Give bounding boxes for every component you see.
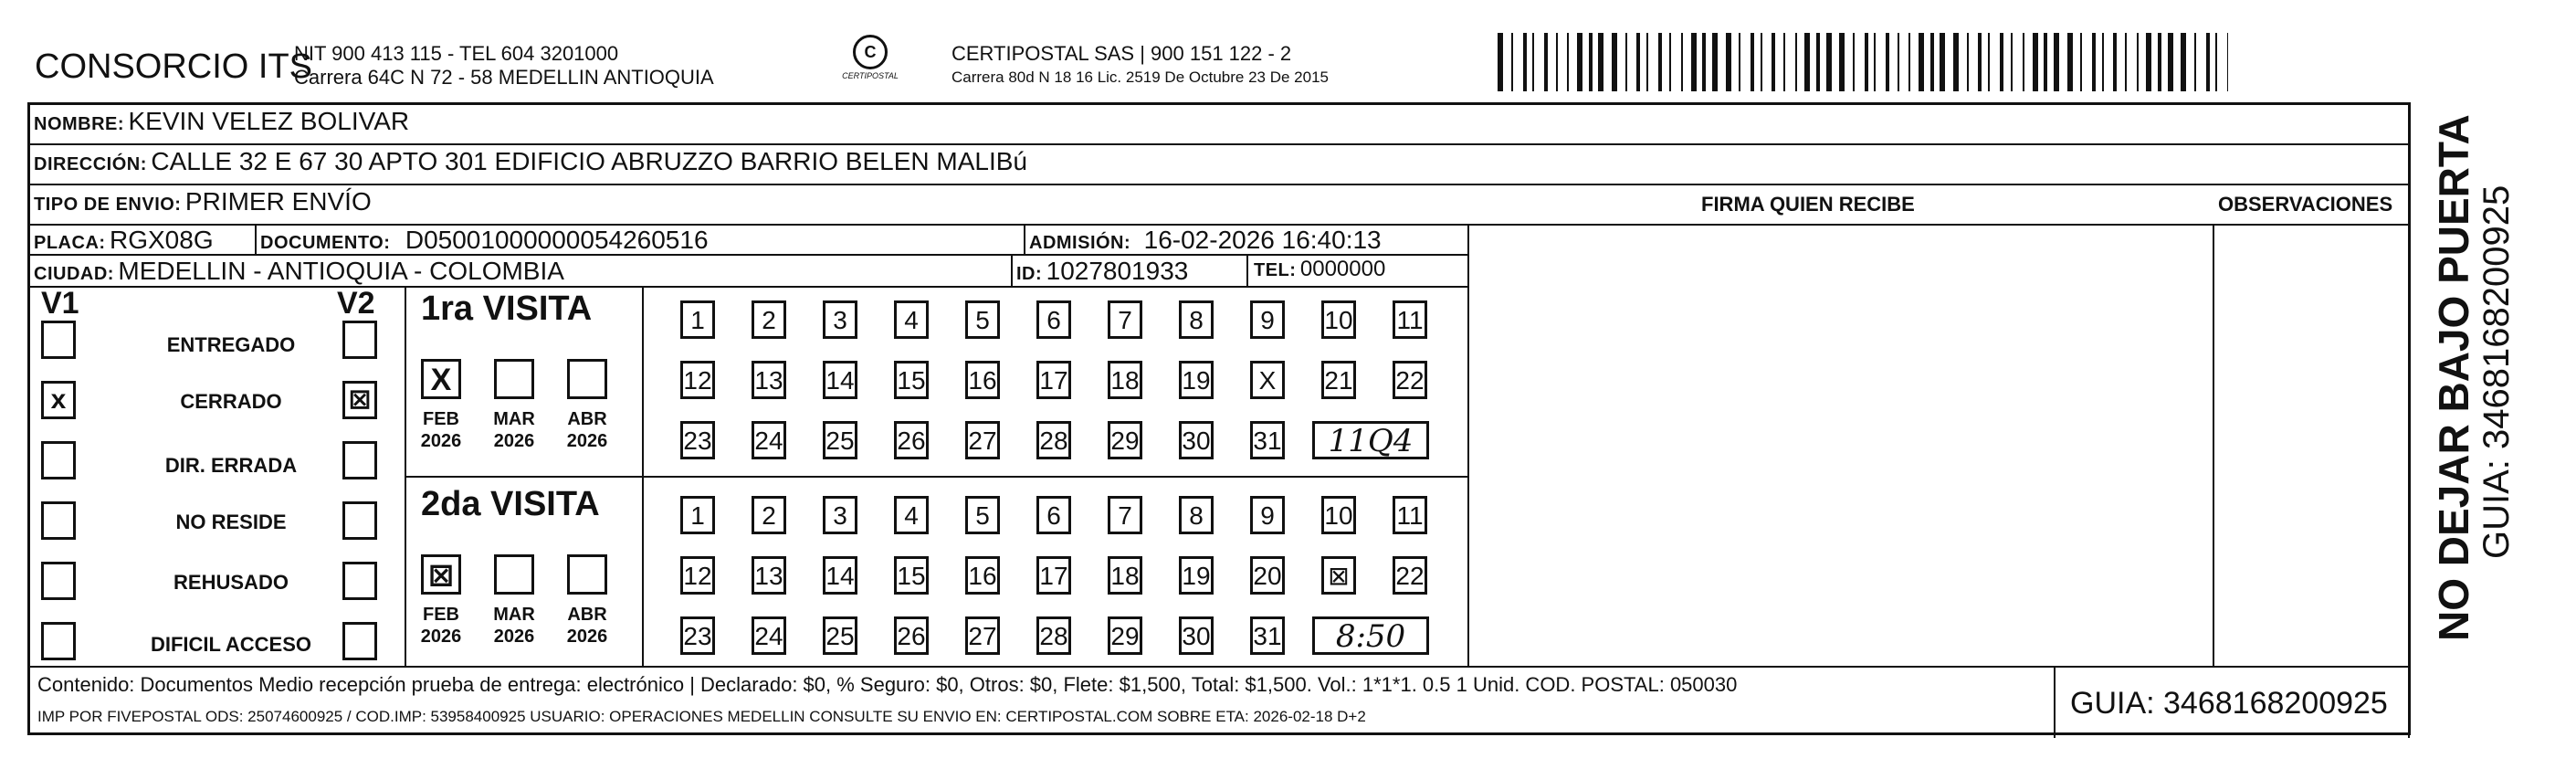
visit2-day-box[interactable]: 6: [1036, 496, 1071, 534]
visit2-day-box[interactable]: 7: [1108, 496, 1142, 534]
v1-entregado-checkbox[interactable]: [41, 321, 76, 359]
form-frame: [27, 102, 2411, 735]
visit2-month-abr-box[interactable]: [567, 554, 607, 595]
visit2-day-box[interactable]: 27: [965, 616, 1000, 655]
visit2-day-box[interactable]: 2: [752, 496, 786, 534]
logo-text: CERTIPOSTAL: [842, 71, 899, 80]
visit1-day-box[interactable]: 1: [680, 300, 715, 339]
admision-field: [1029, 226, 1382, 255]
tipo-envio-row: [34, 187, 372, 216]
visit2-day-box[interactable]: 25: [823, 616, 857, 655]
visit2-day-box[interactable]: 26: [894, 616, 929, 655]
visit1-day-box[interactable]: 21: [1321, 361, 1356, 399]
placa-field: [34, 226, 214, 255]
visit1-day-box[interactable]: 28: [1036, 421, 1071, 459]
barcode-icon: [1498, 33, 2228, 91]
v2-rehusado-checkbox[interactable]: [342, 562, 377, 600]
visit1-day-box[interactable]: 25: [823, 421, 857, 459]
courier-info: [952, 42, 1329, 90]
visit1-day-box[interactable]: 7: [1108, 300, 1142, 339]
visit1-day-box[interactable]: 29: [1108, 421, 1142, 459]
visit1-day-box[interactable]: 6: [1036, 300, 1071, 339]
visit1-day-box[interactable]: 3: [823, 300, 857, 339]
tel-field: [1254, 257, 1385, 282]
visit2-day-box[interactable]: 29: [1108, 616, 1142, 655]
option-cerrado: CERRADO: [180, 390, 282, 413]
option-dir-errada: DIR. ERRADA: [164, 454, 298, 477]
option-entregado: ENTREGADO: [166, 333, 296, 356]
visit1-day-box[interactable]: 19: [1179, 361, 1214, 399]
company-name: CONSORCIO ITS: [35, 47, 313, 86]
visit1-day-box[interactable]: 8: [1179, 300, 1214, 339]
visit2-day-box[interactable]: 11: [1393, 496, 1427, 534]
tipo-envio-value: PRIMER ENVÍO: [184, 187, 372, 216]
tipo-envio-label: TIPO DE ENVIO:: [34, 195, 182, 215]
v1-dir-errada-checkbox[interactable]: [41, 441, 76, 479]
visit1-day-box[interactable]: 4: [894, 300, 929, 339]
nombre-label: NOMBRE:: [34, 114, 125, 134]
visit1-day-box[interactable]: 10: [1321, 300, 1356, 339]
visit2-day-box[interactable]: ⊠: [1321, 556, 1356, 595]
direccion-label: DIRECCIÓN:: [34, 154, 147, 174]
visit1-day-box[interactable]: X: [1250, 361, 1285, 399]
visit2-day-box[interactable]: 4: [894, 496, 929, 534]
visit1-month-feb-box[interactable]: X: [421, 359, 461, 399]
v2-header: V2: [337, 286, 375, 321]
visit1-day-box[interactable]: 24: [752, 421, 786, 459]
admision-label: ADMISIÓN:: [1029, 233, 1131, 253]
firma-header: FIRMA QUIEN RECIBE: [1701, 193, 1915, 216]
certipostal-logo: [838, 35, 902, 90]
documento-field: [260, 226, 709, 255]
v1-header: V1: [41, 286, 79, 321]
side-guia: GUIA: 3468168200925: [2476, 184, 2517, 559]
visit2-month-mar-label: MAR 2026: [493, 605, 535, 647]
visit1-day-box[interactable]: 13: [752, 361, 786, 399]
placa-value: RGX08G: [110, 226, 214, 254]
visit2-day-box[interactable]: 12: [680, 556, 715, 595]
visit1-day-box[interactable]: 31: [1250, 421, 1285, 459]
direccion-value: CALLE 32 E 67 30 APTO 301 EDIFICIO ABRUZZO BARRIO BELEN MALIBú: [151, 147, 1027, 175]
visit2-day-box[interactable]: 16: [965, 556, 1000, 595]
visit1-day-box[interactable]: 22: [1393, 361, 1427, 399]
footer-contents-line: Contenido: Documentos Medio recepción prueba de entrega: electrónico | Declarado: $0, % Seguro: $0, Otros: $0, Flete: $1,500, Total: $1,500. Vol.: 1*1*1. 0.5 1 Unid. COD. POSTAL: 050030: [37, 673, 1738, 696]
direccion-row: [34, 147, 1027, 176]
v1-rehusado-checkbox[interactable]: [41, 562, 76, 600]
visit2-day-box[interactable]: 13: [752, 556, 786, 595]
id-label: ID:: [1016, 264, 1043, 284]
tel-label: TEL:: [1254, 260, 1297, 280]
visit2-day-box[interactable]: 9: [1250, 496, 1285, 534]
ciudad-label: CIUDAD:: [34, 264, 114, 284]
visit1-day-box[interactable]: 26: [894, 421, 929, 459]
side-panel: [2411, 102, 2575, 735]
visit2-day-box[interactable]: 28: [1036, 616, 1071, 655]
visit1-day-box[interactable]: 27: [965, 421, 1000, 459]
placa-label: PLACA:: [34, 233, 106, 253]
visit2-day-box[interactable]: 31: [1250, 616, 1285, 655]
visit2-month-mar-box[interactable]: [494, 554, 534, 595]
visit1-day-box[interactable]: 15: [894, 361, 929, 399]
company-nit-line: NIT 900 413 115 - TEL 604 3201000: [294, 42, 619, 65]
visit1-day-box[interactable]: 2: [752, 300, 786, 339]
visit1-day-box[interactable]: 17: [1036, 361, 1071, 399]
visit1-day-box[interactable]: 14: [823, 361, 857, 399]
v1-dificil-acceso-checkbox[interactable]: [41, 622, 76, 660]
visit1-month-mar-label: MAR 2026: [493, 409, 535, 451]
visit2-day-box[interactable]: 17: [1036, 556, 1071, 595]
v2-no-reside-checkbox[interactable]: [342, 501, 377, 540]
nombre-row: [34, 107, 409, 136]
footer-guia: GUIA: 3468168200925: [2070, 686, 2388, 721]
visit2-month-abr-label: ABR 2026: [566, 605, 608, 647]
visit1-day-box[interactable]: 12: [680, 361, 715, 399]
logo-icon: C: [853, 35, 888, 69]
v2-cerrado-checkbox[interactable]: ⊠: [342, 381, 377, 419]
visit2-title: 2da VISITA: [421, 485, 600, 523]
visit1-title: 1ra VISITA: [421, 290, 593, 328]
tel-value: 0000000: [1299, 257, 1386, 281]
ciudad-field: [34, 257, 564, 286]
v2-dificil-acceso-checkbox[interactable]: [342, 622, 377, 660]
visit2-day-box[interactable]: 5: [965, 496, 1000, 534]
visit1-day-box[interactable]: 23: [680, 421, 715, 459]
visit2-day-box[interactable]: 14: [823, 556, 857, 595]
documento-value: D05001000000054260516: [405, 226, 709, 254]
v1-cerrado-checkbox[interactable]: x: [41, 381, 76, 419]
visit2-day-box[interactable]: 24: [752, 616, 786, 655]
visit1-handwritten-code: 11Q4: [1312, 421, 1429, 459]
no-dejar-bajo-puerta-warning: NO DEJAR BAJO PUERTA: [2430, 114, 2477, 641]
visit1-day-box[interactable]: 16: [965, 361, 1000, 399]
courier-nit-line: CERTIPOSTAL SAS | 900 151 122 - 2: [952, 42, 1292, 65]
visit2-month-feb-box[interactable]: ⊠: [421, 554, 461, 595]
visit2-month-feb-label: FEB 2026: [420, 605, 462, 647]
visit2-day-box[interactable]: 8: [1179, 496, 1214, 534]
visit2-day-box[interactable]: 30: [1179, 616, 1214, 655]
visit1-day-box[interactable]: 18: [1108, 361, 1142, 399]
visit1-month-abr-label: ABR 2026: [566, 409, 608, 451]
visit2-day-box[interactable]: 10: [1321, 496, 1356, 534]
footer-print-line: IMP POR FIVEPOSTAL ODS: 25074600925 / COD.IMP: 53958400925 USUARIO: OPERACIONES MEDELLIN CONSULTE SU ENVIO EN: CERTIPOSTAL.COM SOBRE ETA: 2026-02-18 D+2: [37, 708, 1366, 725]
nombre-value: KEVIN VELEZ BOLIVAR: [128, 107, 410, 135]
visit1-month-abr-box[interactable]: [567, 359, 607, 399]
visit1-day-box[interactable]: 11: [1393, 300, 1427, 339]
visit2-day-box[interactable]: 18: [1108, 556, 1142, 595]
visit2-day-box[interactable]: 15: [894, 556, 929, 595]
option-dificil-acceso: DIFICIL ACCESO: [150, 633, 311, 656]
ciudad-value: MEDELLIN - ANTIOQUIA - COLOMBIA: [118, 257, 564, 285]
id-field: [1016, 257, 1188, 286]
visit2-day-box[interactable]: 22: [1393, 556, 1427, 595]
visit2-day-box[interactable]: 23: [680, 616, 715, 655]
option-no-reside: NO RESIDE: [175, 511, 287, 533]
visit1-day-box[interactable]: 30: [1179, 421, 1214, 459]
v1-no-reside-checkbox[interactable]: [41, 501, 76, 540]
company-info: [294, 42, 714, 90]
visit2-day-box[interactable]: 19: [1179, 556, 1214, 595]
option-rehusado: REHUSADO: [173, 571, 289, 594]
visit2-day-box[interactable]: 3: [823, 496, 857, 534]
visit2-day-box[interactable]: 1: [680, 496, 715, 534]
documento-label: DOCUMENTO:: [260, 233, 391, 253]
visit2-handwritten-time: 8:50: [1312, 616, 1429, 655]
v2-dir-errada-checkbox[interactable]: [342, 441, 377, 479]
visit1-day-box[interactable]: 5: [965, 300, 1000, 339]
v2-entregado-checkbox[interactable]: [342, 321, 377, 359]
id-value: 1027801933: [1046, 257, 1189, 285]
courier-license-line: Carrera 80d N 18 16 Lic. 2519 De Octubre 23 De 2015: [952, 68, 1329, 86]
visit1-month-mar-box[interactable]: [494, 359, 534, 399]
visit2-day-box[interactable]: 20: [1250, 556, 1285, 595]
company-address-line: Carrera 64C N 72 - 58 MEDELLIN ANTIOQUIA: [294, 66, 714, 89]
visit1-month-feb-label: FEB 2026: [420, 409, 462, 451]
admision-value: 16-02-2026 16:40:13: [1143, 226, 1382, 254]
observaciones-header: OBSERVACIONES: [2218, 193, 2393, 216]
visit1-day-box[interactable]: 9: [1250, 300, 1285, 339]
